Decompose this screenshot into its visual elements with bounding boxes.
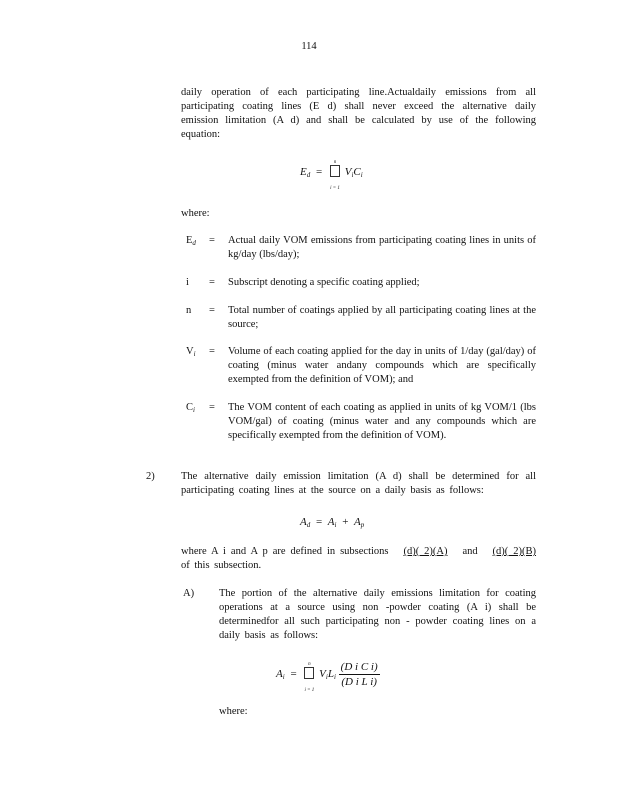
item-2-marker: 2) xyxy=(146,471,155,482)
where-label: where: xyxy=(181,208,210,219)
def-symbol: i xyxy=(186,277,189,288)
def-text: The VOM content of each coating as applied in units of kg VOM/1 (lbs VOM/gal) of coating (minus water and any compounds which are specifically exempted from the definition of VOM). xyxy=(228,402,536,441)
item-a-marker: A) xyxy=(183,588,195,599)
subsection-ref-2a[interactable]: (d)( 2)(A) xyxy=(403,546,448,557)
eq3-upper: n xyxy=(308,662,311,668)
eq3-lhs-sub: i xyxy=(282,673,285,682)
def-symbol: n xyxy=(186,305,192,316)
equation-ed xyxy=(300,160,363,191)
def-symbol-sub: i xyxy=(193,350,196,358)
def-symbol: V xyxy=(186,346,194,357)
def-equals: = xyxy=(209,277,215,288)
eq1-v: V xyxy=(344,166,352,178)
page-number: 114 xyxy=(301,41,317,52)
where-ap-and: and xyxy=(462,546,478,557)
def-text: Actual daily VOM emissions from participating coating lines in units of kg/day (lbs/day); xyxy=(228,235,536,260)
eq2-op2: + xyxy=(342,516,349,528)
eq1-lhs-sub: d xyxy=(306,171,311,179)
eq3-denominator: (D i L i) xyxy=(341,676,377,688)
eq2-lhs-sub: d xyxy=(306,521,311,529)
eq1-c-sub: i xyxy=(360,171,363,179)
where-ap-text-before: where A i and A p are defined in subsections xyxy=(181,546,389,557)
def-symbol: E xyxy=(186,235,193,246)
eq2-t1-sub: i xyxy=(334,521,337,529)
def-equals: = xyxy=(209,402,215,413)
where-label-2: where: xyxy=(219,706,248,717)
eq1-op: = xyxy=(315,166,323,178)
def-text: Subscript denoting a specific coating applied; xyxy=(228,277,420,288)
eq3-l: L xyxy=(327,668,334,681)
definition-ci xyxy=(186,401,536,459)
eq2-op1: = xyxy=(315,516,323,528)
def-symbol-sub: i xyxy=(193,406,195,414)
eq3-lhs: A xyxy=(276,668,283,681)
def-equals: = xyxy=(209,305,215,316)
eq2-t2: A xyxy=(353,516,361,528)
eq2-t1: A xyxy=(327,516,335,528)
eq3-op: = xyxy=(290,668,297,681)
eq1-lhs: E xyxy=(300,166,307,178)
definition-n xyxy=(186,304,536,334)
eq1-lower: i = 1 xyxy=(330,186,340,191)
definition-i xyxy=(186,276,536,292)
def-equals: = xyxy=(209,346,215,357)
where-ai-ap-paragraph xyxy=(181,545,536,573)
item-2-text: The alternative daily emission limitation (A d) shall be determined for all participating coating lines at the source on a daily basis as follows: xyxy=(181,471,536,496)
equation-ai xyxy=(276,660,380,694)
definition-vi xyxy=(186,345,536,389)
eq2-lhs: A xyxy=(300,516,307,528)
intro-paragraph: daily operation of each participating line.Actualdaily emissions from all participating coating lines (E d) shall never exceed the alternative daily emission limitation (A d) and shall be calculated by use of the following equation: xyxy=(181,87,536,140)
eq1-v-sub: i xyxy=(351,171,354,179)
eq3-lower: i = 1 xyxy=(304,688,315,694)
eq2-t2-sub: p xyxy=(360,521,365,529)
where-ap-text-after: of this subsection. xyxy=(181,560,262,571)
eq3-numerator: (D i C i) xyxy=(340,661,378,673)
def-symbol: C xyxy=(186,402,194,413)
eq1-upper: n xyxy=(333,160,337,165)
subsection-ref-2b[interactable]: (d)( 2)(B) xyxy=(492,546,537,557)
definition-ed xyxy=(186,234,536,264)
def-symbol-sub: d xyxy=(192,239,196,247)
def-equals: = xyxy=(209,235,215,246)
eq3-l-sub: i xyxy=(333,673,336,682)
eq1-c: C xyxy=(353,166,361,178)
item-a-text: The portion of the alternative daily emissions limitation for coating operations at a source using non -powder coating (A i) shall be determinedfor all such participating non - powder coating lines on a daily basis as follows: xyxy=(219,588,536,641)
eq3-fraction xyxy=(339,660,380,689)
def-text: Total number of coatings applied by all participating coating lines at the source; xyxy=(228,305,536,330)
equation-ad xyxy=(300,515,364,532)
eq3-v: V xyxy=(319,668,326,681)
def-text: Volume of each coating applied for the day in units of 1/day (gal/day) of coating (minus water andany compounds which are specifically exempted from the definition of VOM); and xyxy=(228,346,536,385)
eq3-v-sub: i xyxy=(325,673,328,682)
